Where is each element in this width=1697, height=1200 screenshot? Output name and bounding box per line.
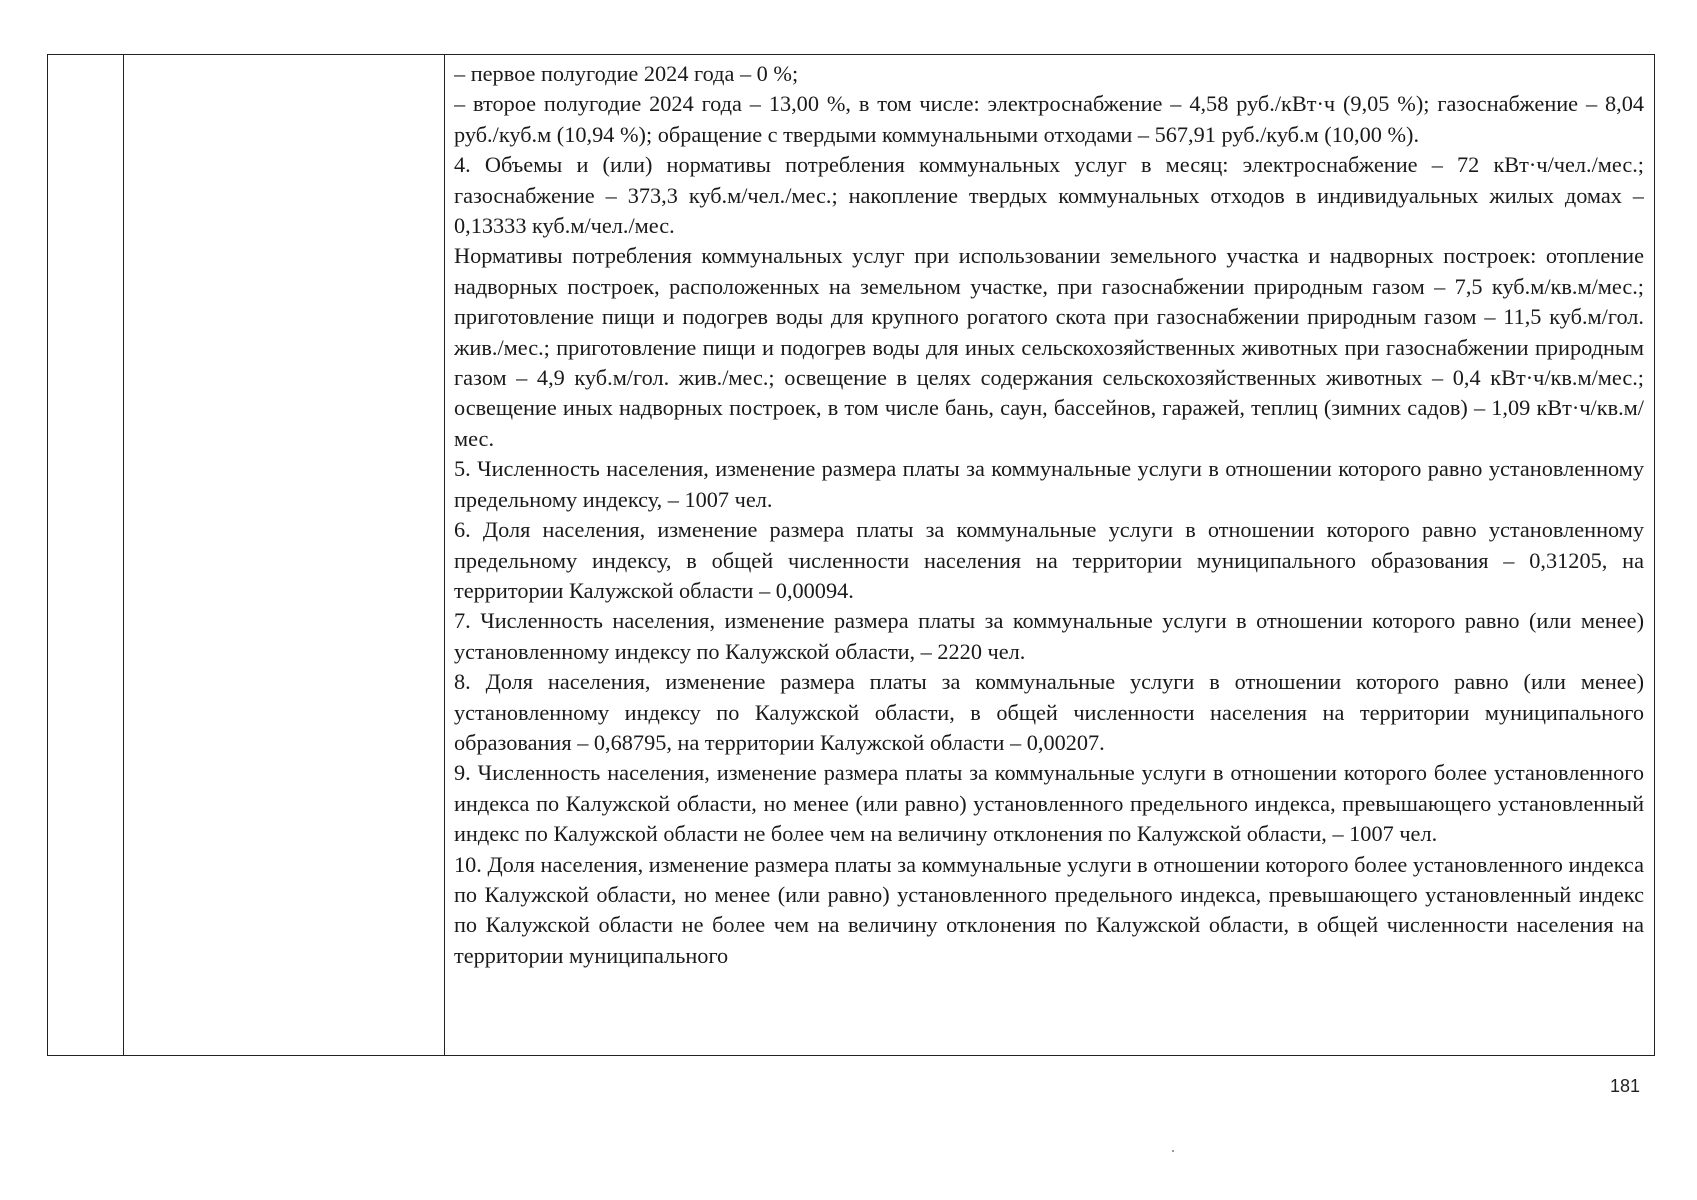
document-table bbox=[47, 54, 1655, 1056]
paragraph-item-9: 9. Численность населения, изменение размера платы за коммунальные услуги в отношении которого более установленного индекса по Калужской области, но менее (или равно) установленного предельного индекса, превышающего установленный индекс по Калужской области не более чем на величину отклонения по Калужской области, – 1007 чел. bbox=[454, 760, 1644, 847]
paragraph-second-half-2024: – второе полугодие 2024 года – 13,00 %, в том числе: электроснабжение – 4,58 руб./кВт·ч (9,05 %); газоснабжение – 8,04 руб./куб.м (10,94 %); обращение с твердыми коммунальными отходами – 567,91 руб./куб.м (10,00 %). bbox=[454, 91, 1644, 147]
scan-speck bbox=[1172, 1150, 1174, 1152]
table-cell-content bbox=[454, 59, 1644, 1055]
paragraph-item-5: 5. Численность населения, изменение размера платы за коммунальные услуги в отношении которого равно установленному предельному индексу, – 1007 чел. bbox=[454, 456, 1644, 512]
paragraph-item-7: 7. Численность населения, изменение размера платы за коммунальные услуги в отношении которого равно (или менее) установленному индексу по Калужской области, – 2220 чел. bbox=[454, 608, 1644, 664]
column-divider-2 bbox=[444, 55, 445, 1055]
paragraph-land-norms: Нормативы потребления коммунальных услуг при использовании земельного участка и надворных построек: отопление надворных построек, расположенных на земельном участке, при газоснабжении природным газом – 7,5 куб.м/кв.м/мес.; приготовление пищи и подогрев воды для крупного рогатого скота при газоснабжении природным газом – 11,5 куб.м/гол. жив./мес.; приготовление пищи и подогрев воды для иных сельскохозяйственных животных при газоснабжении природным газом – 4,9 куб.м/гол. жив./мес.; освещение в целях содержания сельскохозяйственных животных – 0,4 кВт·ч/кв.м/мес.; освещение иных надворных построек, в том числе бань, саун, бассейнов, гаражей, теплиц (зимних садов) – 1,09 кВт·ч/кв.м/мес. bbox=[454, 243, 1644, 451]
paragraph-item-4: 4. Объемы и (или) нормативы потребления коммунальных услуг в месяц: электроснабжение – 72 кВт·ч/чел./мес.; газоснабжение – 373,3 куб.м/чел./мес.; накопление твердых коммунальных отходов в индивидуальных жилых домах – 0,13333 куб.м/чел./мес. bbox=[454, 152, 1644, 239]
paragraph-item-8: 8. Доля населения, изменение размера платы за коммунальные услуги в отношении которого равно (или менее) установленному индексу по Калужской области, в общей численности населения на территории муниципального образования – 0,68795, на территории Калужской области – 0,00207. bbox=[454, 669, 1644, 755]
column-divider-1 bbox=[123, 55, 124, 1055]
page-number: 181 bbox=[1610, 1076, 1641, 1096]
paragraph-first-half-2024: – первое полугодие 2024 года – 0 %; bbox=[454, 61, 799, 86]
paragraph-item-10: 10. Доля населения, изменение размера платы за коммунальные услуги в отношении которого более установленного индекса по Калужской области, но менее (или равно) установленного предельного индекса, превышающего установленный индекс по Калужской области не более чем на величину отклонения по Калужской области, в общей численности населения на территории муниципального bbox=[454, 851, 1644, 968]
paragraph-item-6: 6. Доля населения, изменение размера платы за коммунальные услуги в отношении которого равно установленному предельному индексу, в общей численности населения на территории муниципального образования – 0,31205, на территории Калужской области – 0,00094. bbox=[454, 517, 1644, 603]
